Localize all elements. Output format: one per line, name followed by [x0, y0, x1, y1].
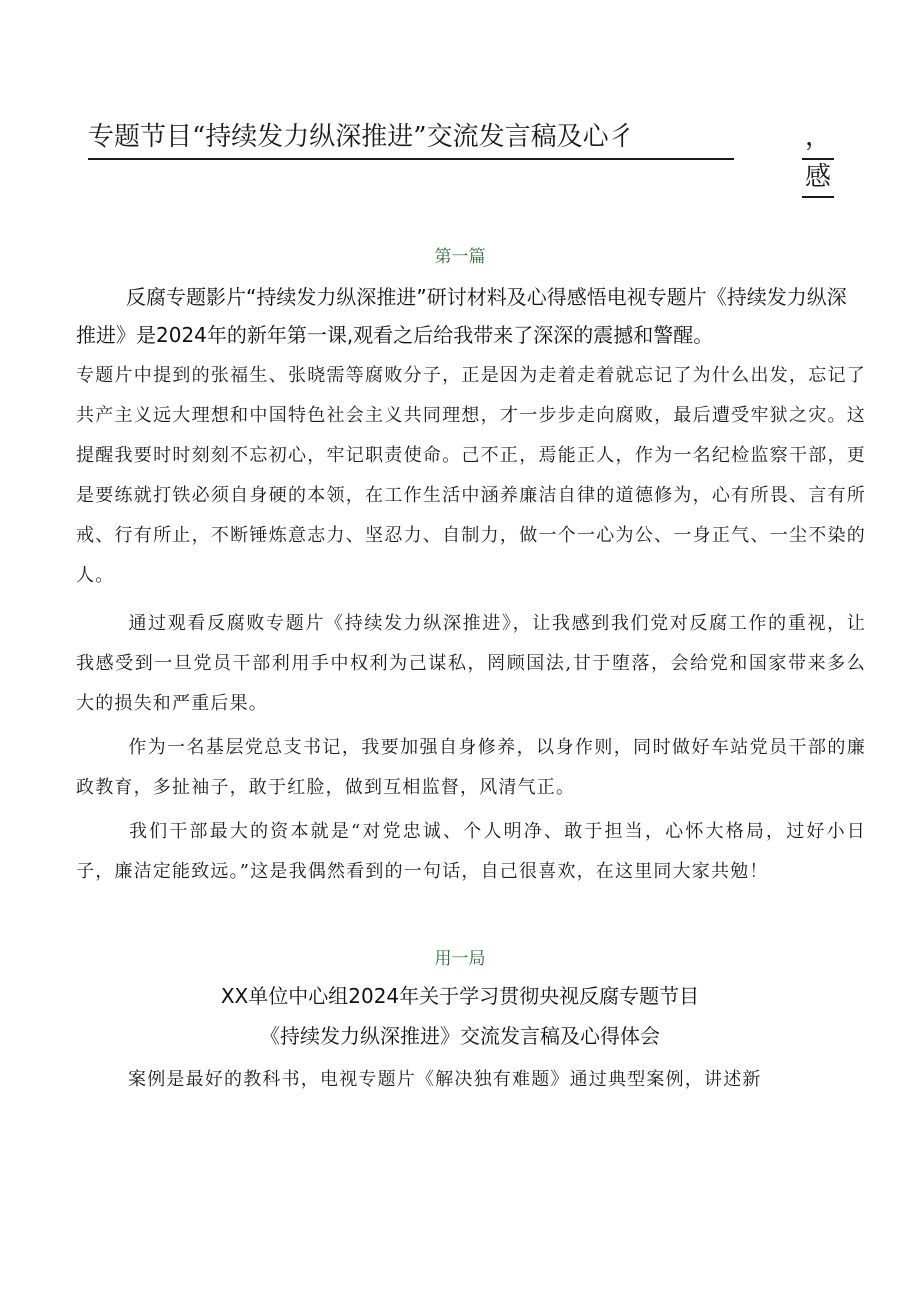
section-2-paragraph-1-text: 案例是最好的教科书，电视专题片《解决独有难题》通过典型案例，讲述新	[128, 1069, 762, 1090]
section-1-heading-text: 反腐专题影片“持续发力纵深推进”研讨材料及心得感悟电视专题片《持续发力纵深推进》是2024年的新年第一课,观看之后给我带来了深深的震撼和警醒。	[76, 285, 847, 347]
section-1-paragraph-3-text: 作为一名基层党总支书记，我要加强自身修养，以身作则，同时做好车站党员干部的廉政教育，多扯袖子，敢于红脸，做到互相监督，风清气正。	[76, 737, 866, 798]
section-2-heading-line-1: XX单位中心组2024年关于学习贯彻央视反腐专题节目	[220, 984, 700, 1008]
section-1-heading	[76, 278, 866, 354]
section-1-paragraph-1: 专题片中提到的张福生、张晓需等腐败分子，正是因为走着走着就忘记了为什么出发，忘记了共产主义远大理想和中国特色社会主义共同理想，才一步步走向腐败，最后遭受牢狱之灾。这提醒我要时时刻刻不忘初心，牢记职责使命。己不正，焉能正人，作为一名纪检监察干部，更是要练就打铁必须自身硬的本领，在工作生活中涵养廉洁自律的道德修为，心有所畏、言有所戒、行有所止，不断锤炼意志力、坚忍力、自制力，做一个一心为公、一身正气、一尘不染的人。	[76, 365, 866, 586]
document-title-tail-top: ，	[802, 120, 834, 160]
document-title: 专题节目“持续发力纵深推进”交流发言稿及心彳	[88, 120, 734, 160]
section-2-label: 用一局	[434, 949, 486, 969]
section-2-heading-line-2: 《持续发力纵深推进》交流发言稿及心得体会	[260, 1024, 660, 1048]
section-1-paragraph-4-text: 我们干部最大的资本就是“对党忠诚、个人明净、敢于担当，心怀大格局，过好小日子，廉洁定能致远。”这是我偶然看到的一句话，自己很喜欢，在这里同大家共勉！	[76, 821, 866, 882]
section-1-paragraph-4	[76, 812, 866, 892]
section-1-paragraph-3	[76, 728, 866, 808]
section-2-paragraph-1	[76, 1060, 866, 1100]
section-1-label: 第一篇	[434, 247, 486, 267]
document-title-tail-bottom: 感	[802, 160, 834, 198]
section-1-paragraph-2-text: 通过观看反腐败专题片《持续发力纵深推进》，让我感到我们党对反腐工作的重视，让我感受到一旦党员干部利用手中权利为己谋私，罔顾国法,甘于堕落，会给党和国家带来多么大的损失和严重后果。	[76, 613, 866, 714]
section-1-paragraph-2	[76, 604, 866, 724]
